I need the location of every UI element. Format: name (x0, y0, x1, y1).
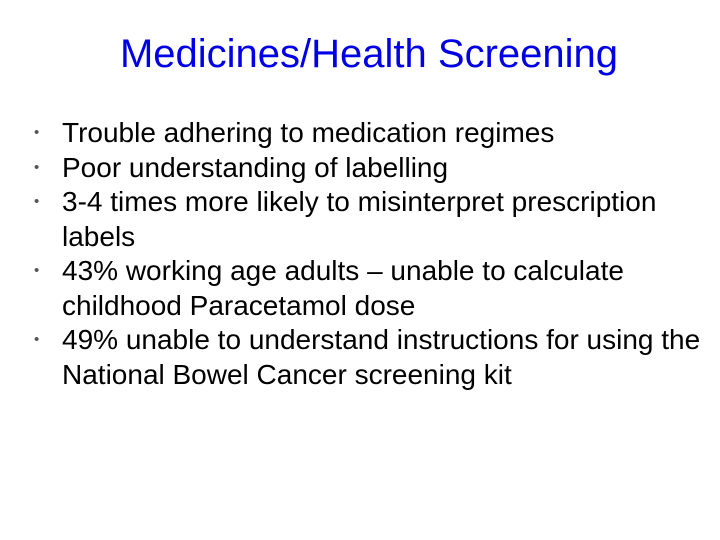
bullet-icon: • (34, 124, 40, 141)
bullet-text: Poor understanding of labelling (62, 151, 449, 183)
bullet-item (34, 323, 714, 392)
bullet-icon: • (34, 158, 40, 176)
bullet-text: 49% unable to understand instructions for using the National Bowel Cancer screening kit (62, 324, 701, 390)
bullet-item (34, 151, 714, 186)
slide-title: Medicines/Health Screening (119, 32, 619, 76)
bullet-item (34, 254, 714, 323)
bullet-icon: • (34, 331, 40, 348)
bullet-text: 43% working age adults – unable to calculate childhood Paracetamol dose (62, 255, 624, 321)
bullet-text: Trouble adhering to medication regimes (62, 117, 555, 148)
bullet-text: 3-4 times more likely to misinterpret prescription labels (62, 186, 657, 252)
bullet-icon: • (34, 193, 40, 210)
bullet-list (34, 116, 714, 392)
bullet-icon: • (34, 262, 40, 279)
bullet-item (34, 116, 714, 151)
bullet-item (34, 185, 714, 254)
